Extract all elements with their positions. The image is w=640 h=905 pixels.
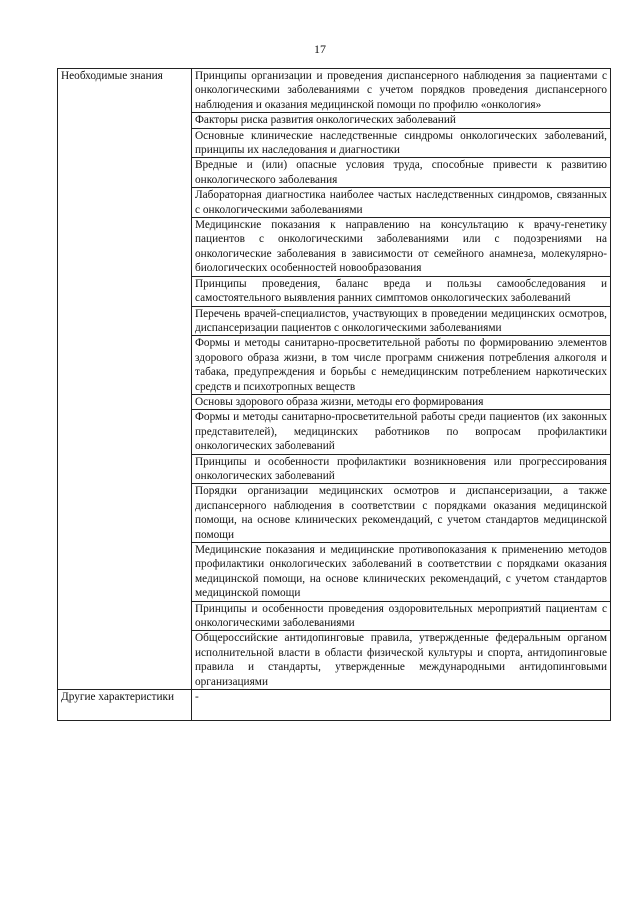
knowledge-item: Принципы проведения, баланс вреда и пользы самообследования и самостоятельного выявления ранних симптомов онкологических заболеваний	[192, 276, 611, 306]
knowledge-item: Вредные и (или) опасные условия труда, способные привести к развитию онкологического заболевания	[192, 158, 611, 188]
knowledge-item: Принципы и особенности профилактики возникновения или прогрессирования онкологических заболеваний	[192, 454, 611, 484]
knowledge-item: Перечень врачей-специалистов, участвующих в проведении медицинских осмотров, диспансеризации пациентов с онкологическими заболеваниями	[192, 306, 611, 336]
knowledge-item: Формы и методы санитарно-просветительной работы по формированию элементов здорового образа жизни, в том числе программ снижения потребления алкоголя и табака, предупреждения и борьбы с немедицинским потреблением наркотических средств и психотропных веществ	[192, 336, 611, 395]
knowledge-item: Медицинские показания и медицинские противопоказания к применению методов профилактики онкологических заболеваний в соответствии с порядками оказания медицинской помощи, на основе клинических рекомендаций, с учетом стандартов медицинской помощи	[192, 543, 611, 602]
page-number: 17	[314, 42, 326, 56]
knowledge-item: Принципы и особенности проведения оздоровительных мероприятий пациентам с онкологическими заболеваниями	[192, 601, 611, 631]
row-label-knowledge: Необходимые знания	[58, 69, 192, 690]
knowledge-item: Основы здорового образа жизни, методы его формирования	[192, 394, 611, 409]
knowledge-item: Лабораторная диагностика наиболее частых наследственных синдромов, связанных с онкологическими заболеваниями	[192, 188, 611, 218]
knowledge-item: Общероссийские антидопинговые правила, утвержденные федеральным органом исполнительной власти в области физической культуры и спорта, антидопинговые правила и стандарты, утвержденные международными антидопинговыми организациями	[192, 631, 611, 690]
knowledge-item: Принципы организации и проведения диспансерного наблюдения за пациентами с онкологическими заболеваниями с учетом порядков проведения диспансерного наблюдения и оказания медицинской помощи по профилю «онкология»	[192, 69, 611, 113]
knowledge-item: Порядки организации медицинских осмотров и диспансеризации, а также диспансерного наблюдения в соответствии с порядками оказания медицинской помощи, на основе клинических рекомендаций, с учетом стандартов медицинской помощи	[192, 484, 611, 543]
knowledge-item: Медицинские показания к направлению на консультацию к врачу-генетику пациентов с онкологическими заболеваниями или с подозрениями на онкологические заболевания в зависимости от семейного анамнеза, молекулярно-биологических особенностей новообразования	[192, 218, 611, 277]
table-row	[58, 69, 611, 113]
knowledge-item: Основные клинические наследственные синдромы онкологических заболеваний, принципы их наследования и диагностики	[192, 128, 611, 158]
row-label-other: Другие характеристики	[58, 690, 192, 721]
other-item: -	[192, 690, 611, 721]
knowledge-item: Формы и методы санитарно-просветительной работы среди пациентов (их законных представителей), медицинских работников по вопросам профилактики онкологических заболеваний	[192, 410, 611, 454]
table-row	[58, 690, 611, 721]
knowledge-item: Факторы риска развития онкологических заболеваний	[192, 113, 611, 128]
knowledge-table	[57, 68, 611, 721]
